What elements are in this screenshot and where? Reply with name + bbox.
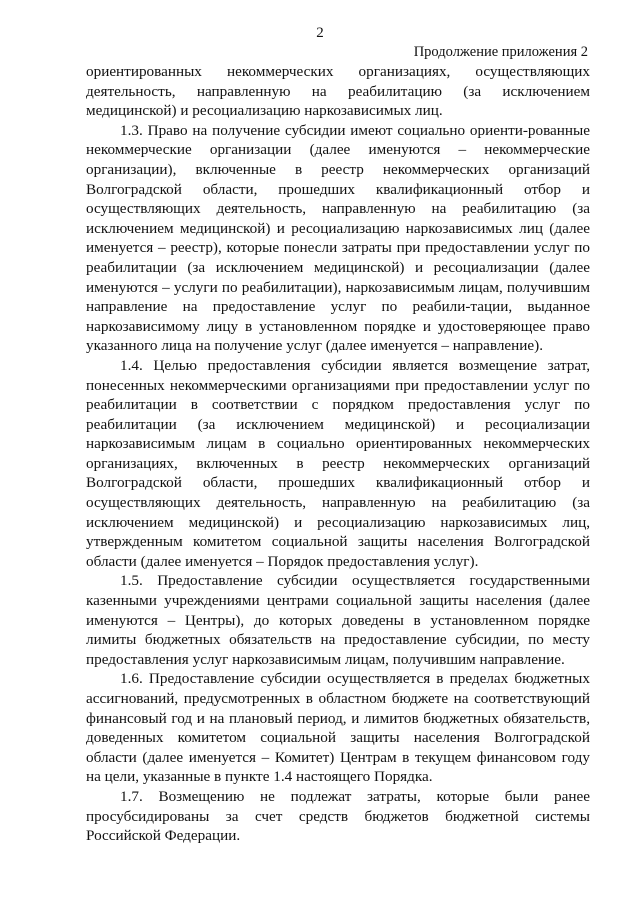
paragraph-1-4: 1.4. Целью предоставления субсидии является возмещение затрат, понесенных некоммерческими организациями при предоставлении услуг по реабилитации в соответствии с порядком предоставления услуг по реабилитации (за исключением медицинской) и ресоциализации наркозависимым лицам в социально ориентированных некоммерческих организациях, включенных в реестр некоммерческих организаций Волгоградской области, прошедших квалификационный отбор и осуществляющих деятельность, направленную на реабилитацию (за исключением медицинской) и ресоциализацию наркозависимых лиц, утвержденным комитетом социальной защиты населения Волгоградской области (далее именуется – Порядок предоставления услуг). <box>86 356 590 570</box>
paragraph-1-6: 1.6. Предоставление субсидии осуществляется в пределах бюджетных ассигнований, предусмотренных в областном бюджете на соответствующий финансовый год и на плановый период, и лимитов бюджетных обязательств, доведенных комитетом социальной защиты населения Волгоградской области (далее именуется – Комитет) Центрам в текущем финансовом году на цели, указанные в пункте 1.4 настоящего Порядка. <box>86 670 590 786</box>
document-body <box>86 62 590 846</box>
paragraph-1-5: 1.5. Предоставление субсидии осуществляется государственными казенными учреждениями центрами социальной защиты населения (далее именуются – Центры), до которых доведены в установленном порядке лимиты бюджетных обязательств на предоставление субсидии, по месту предоставления услуг наркозависимым лицам, получившим направление. <box>86 572 590 668</box>
paragraph-continuation: ориентированных некоммерческих организациях, осуществляющих деятельность, направленную на реабилитацию (за исключением медицинской) и ресоциализацию наркозависимых лиц. <box>86 63 590 120</box>
paragraph-1-7: 1.7. Возмещению не подлежат затраты, которые были ранее просубсидированы за счет средств бюджетов бюджетной системы Российской Федерации. <box>86 787 590 845</box>
page-number: 2 <box>316 25 324 41</box>
paragraph-1-3: 1.3. Право на получение субсидии имеют социально ориенти-рованные некоммерческие организации (далее именуются – некоммерческие организации), включенные в реестр некоммерческих организаций Волгоградской области, прошедших квалификационный отбор и осуществляющих деятельность, направленную на реабилитацию (за исключением медицинской) и ресоциализацию наркозависимых лиц (далее именуется – реестр), которые понесли затраты при предоставлении услуг по реабилитации (за исключением медицинской) и ресоциализации (далее именуются – услуги по реабилитации), наркозависимым лицам, получившим направление на предоставление услуг по реабили-тации, выданное наркозависимому лицу в установленном порядке и удостоверяющее право указанного лица на получение услуг (далее именуется – направление). <box>86 121 590 355</box>
appendix-continuation-note: Продолжение приложения 2 <box>413 44 588 60</box>
